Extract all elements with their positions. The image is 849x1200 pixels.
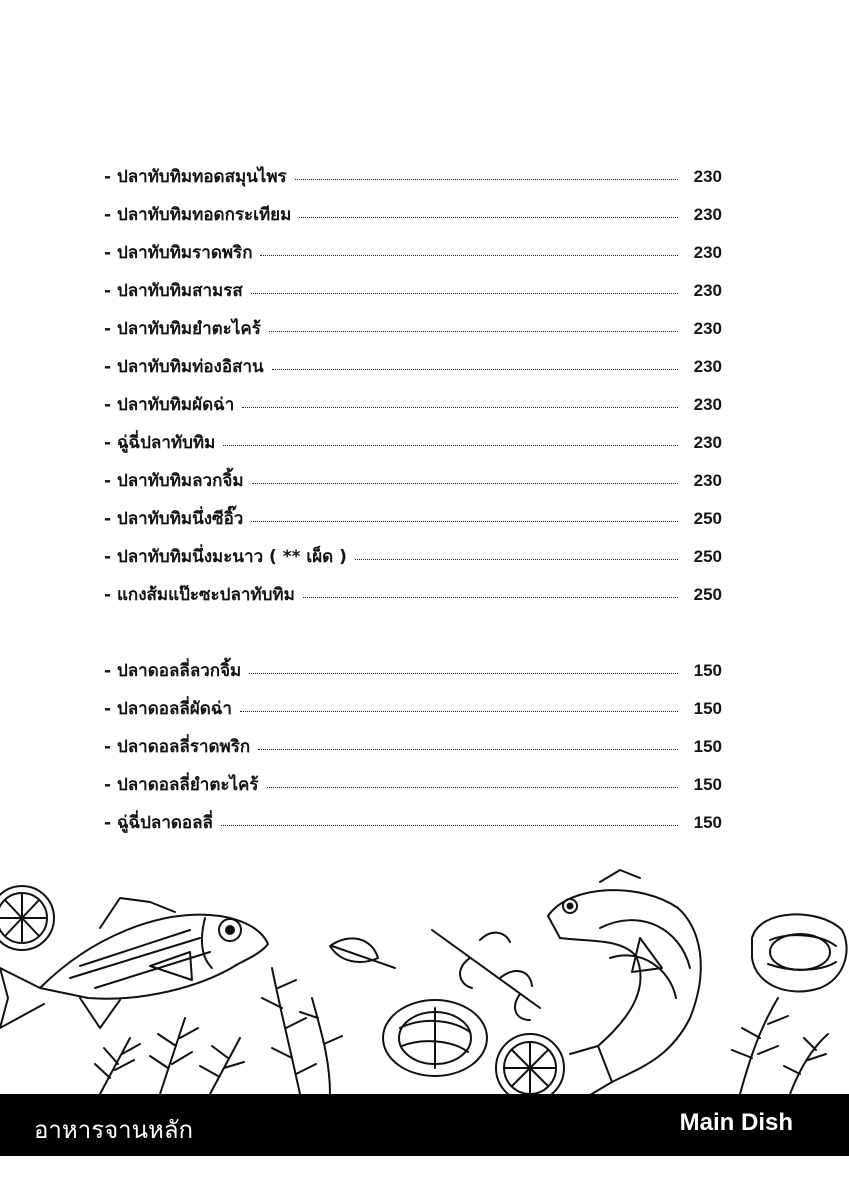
- menu-item-price: 230: [693, 433, 722, 452]
- lemon-slice-icon: [0, 886, 54, 950]
- fish-steak-icon: [383, 1000, 487, 1076]
- menu-item-name: - ปลาทับทิมราดพริก: [104, 243, 253, 263]
- menu-item: [104, 340, 722, 378]
- menu-item-name: - ปลาทับทิมทอดสมุนไพร: [104, 167, 287, 187]
- menu-item-name: - ปลาทับทิมทอดกระเทียม: [104, 205, 292, 225]
- menu-item-price: 230: [693, 205, 722, 224]
- menu-item-name: - ปลาทับทิมนึ่งซีอิ๊ว: [104, 509, 244, 529]
- menu-item-name: - ปลาดอลลี่ลวกจิ้ม: [104, 661, 242, 681]
- menu-item: [104, 378, 722, 416]
- menu-item: [104, 226, 722, 264]
- dot-leader: [258, 748, 678, 750]
- dot-leader: [251, 520, 678, 522]
- menu-item-name: - ปลาดอลลี่ผัดฉ่า: [104, 699, 232, 719]
- menu-item-price: 150: [693, 699, 722, 718]
- herb-icon: [95, 1018, 244, 1094]
- menu-item-name: - ปลาทับทิมลวกจิ้ม: [104, 471, 244, 491]
- dot-leader: [251, 292, 678, 294]
- menu-item-name: - ปลาทับทิมผัดฉ่า: [104, 395, 235, 415]
- dot-leader: [221, 824, 678, 826]
- menu-item-name: - ปลาทับทิมนึ่งมะนาว ( ** เผ็ด ): [104, 547, 347, 567]
- menu-item-name: - ปลาทับทิมสามรส: [104, 281, 243, 301]
- menu-item: [104, 150, 722, 188]
- menu-item: [104, 720, 722, 758]
- seafood-illustration: [0, 868, 849, 1096]
- dot-leader: [242, 406, 678, 408]
- dot-leader: [303, 596, 678, 598]
- menu-item-name: - ปลาดอลลี่ราดพริก: [104, 737, 251, 757]
- menu-item: [104, 454, 722, 492]
- leaf-icon: [330, 938, 395, 968]
- menu-item: [104, 796, 722, 834]
- menu-item-price: 230: [693, 357, 722, 376]
- lemon-slice-icon: [496, 1034, 564, 1096]
- menu-item: [104, 530, 722, 568]
- menu-item: [104, 492, 722, 530]
- menu-item: [104, 264, 722, 302]
- herb-icon: [732, 998, 828, 1094]
- menu-item-price: 150: [693, 775, 722, 794]
- group-spacer: [104, 606, 722, 644]
- menu-item-name: - ปลาดอลลี่ยำตะไคร้: [104, 775, 259, 795]
- menu-item-price: 150: [693, 661, 722, 680]
- menu-item-price: 250: [693, 509, 722, 528]
- menu-item-price: 250: [693, 547, 722, 566]
- menu-item-price: 230: [693, 395, 722, 414]
- dot-leader: [295, 178, 678, 180]
- menu-item-price: 230: [693, 319, 722, 338]
- menu-item-price: 250: [693, 585, 722, 604]
- dot-leader: [269, 330, 678, 332]
- menu-item: [104, 568, 722, 606]
- section-title-english: Main Dish: [679, 1109, 793, 1136]
- dot-leader: [223, 444, 678, 446]
- menu-item-price: 150: [693, 737, 722, 756]
- menu-item: [104, 682, 722, 720]
- dot-leader: [260, 254, 678, 256]
- section-title-thai: อาหารจานหลัก: [34, 1116, 194, 1144]
- menu-item-name: - แกงส้มแป๊ะซะปลาทับทิม: [104, 585, 295, 605]
- dot-leader: [267, 786, 678, 788]
- menu-list: [104, 150, 722, 834]
- dot-leader: [299, 216, 678, 218]
- menu-item: [104, 644, 722, 682]
- menu-item-price: 230: [693, 471, 722, 490]
- menu-item: [104, 416, 722, 454]
- menu-item-name: - ฉู่ฉี่ปลาทับทิม: [104, 433, 216, 453]
- dot-leader: [252, 482, 678, 484]
- menu-item-price: 230: [693, 243, 722, 262]
- menu-item-name: - ฉู่ฉี่ปลาดอลลี่: [104, 813, 213, 833]
- menu-item-name: - ปลาทับทิมท่องอิสาน: [104, 357, 264, 377]
- herb-icon: [432, 930, 540, 1020]
- herb-icon: [262, 968, 342, 1094]
- dot-leader: [355, 558, 678, 560]
- dot-leader: [240, 710, 678, 712]
- menu-item-price: 230: [693, 167, 722, 186]
- fish-icon: [548, 870, 701, 1096]
- menu-item: [104, 188, 722, 226]
- menu-item: [104, 758, 722, 796]
- fish-steak-icon: [752, 914, 847, 991]
- footer-bar: [0, 1094, 849, 1156]
- menu-item: [104, 302, 722, 340]
- menu-item-price: 230: [693, 281, 722, 300]
- dot-leader: [249, 672, 678, 674]
- menu-item-price: 150: [693, 813, 722, 832]
- menu-item-name: - ปลาทับทิมยำตะไคร้: [104, 319, 261, 339]
- dot-leader: [272, 368, 678, 370]
